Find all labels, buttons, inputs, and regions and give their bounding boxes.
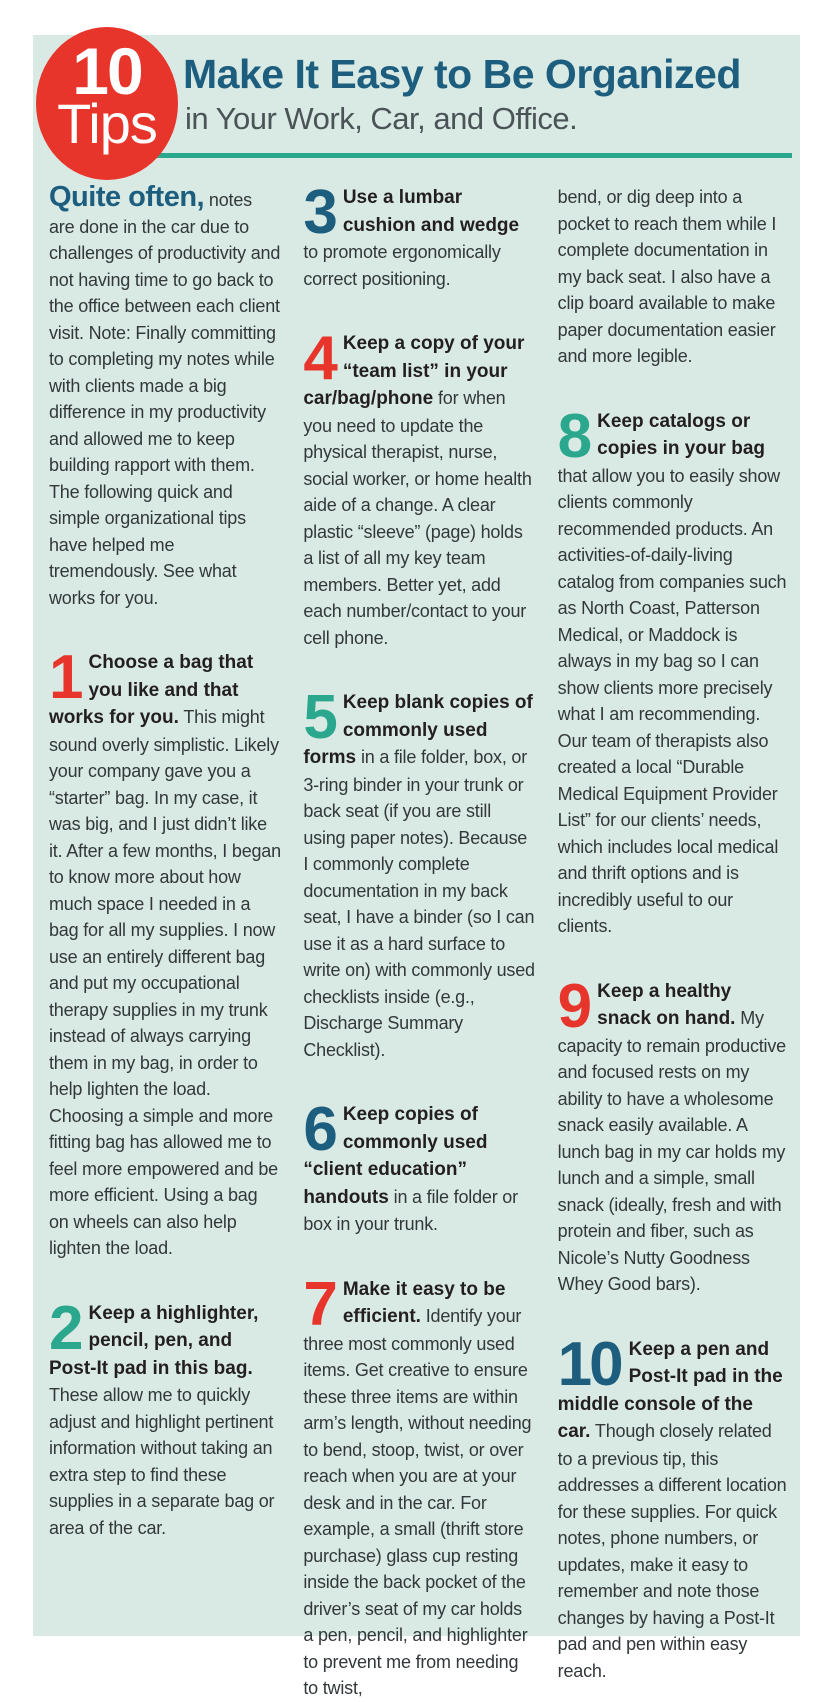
tip-9 xyxy=(558,978,790,1298)
tip-3-number: 3 xyxy=(303,184,335,247)
tip-6-number: 6 xyxy=(303,1101,335,1164)
tip-10 xyxy=(558,1336,790,1685)
intro-paragraph xyxy=(49,181,281,611)
tip-5 xyxy=(303,689,535,1063)
column-3 xyxy=(558,184,790,1702)
tip-4-number: 4 xyxy=(303,330,335,393)
tip-4 xyxy=(303,330,535,651)
intro-lead: Quite often, xyxy=(49,181,205,213)
tip-3-heading: Use a lumbar cushion and wedge xyxy=(342,187,520,236)
tip-1-number: 1 xyxy=(49,649,81,712)
tip-7-continuation: bend, or dig deep into a pocket to reach them while I complete documentation in my back seat. I also have a clip board available to make paper documentation easier and more legible. xyxy=(557,187,777,366)
tip-3-body: to promote ergonomically correct positioning. xyxy=(303,242,501,289)
tip-5-number: 5 xyxy=(303,689,335,752)
tip-9-number: 9 xyxy=(557,977,590,1041)
tip-10-body: Though closely related to a previous tip, this addresses a different location for these supplies. For quick notes, phone numbers, or updates, make it easy to remember and note those changes by having a Post-It pad and pen within easy reach. xyxy=(557,1421,787,1681)
article-panel xyxy=(33,34,800,1698)
tip-2 xyxy=(49,1300,281,1542)
article-header xyxy=(33,35,800,158)
tip-2-heading: Keep a highlighter, pencil, pen, and Post-It pad in this bag. xyxy=(49,1302,259,1379)
tip-1-heading: Choose a bag that you like and that works for you. xyxy=(49,652,254,728)
tip-1-body: This might sound overly simplistic. Likely your company gave you a “starter” bag. In my case, it was big, and I just didn’t like it. After a few months, I began to know more about how much space I needed in a bag for all my supplies. I now use an entirely different bag and put my occupational therapy supplies in my trunk instead of always carrying them in my bag, in order to help lighten the load. Choosing a simple and more fitting bag has allowed me to feel more empowered and be more efficient. Using a bag on wheels can also help lighten the load. xyxy=(49,707,281,1258)
tip-8-body: that allow you to easily show clients commonly recommended products. An activities-of-daily-living catalog from companies such as North Coast, Patterson Medical, or Maddock is always in my bag so I can show clients more precisely what I am recommending. Our team of therapists also created a local “Durable Medical Equipment Provider List” for our clients’ needs, which includes local medical and thrift options and is incredibly useful to our clients. xyxy=(557,465,787,936)
column-1 xyxy=(49,181,281,1702)
tip-4-body: for when you need to update the physical therapist, nurse, social worker, or home health aide of a change. A clear plastic “sleeve” (page) holds a list of all my key team members. Better yet, add each number/contact to your cell phone. xyxy=(303,388,532,648)
tip-6-heading: Keep copies of commonly used “client education” handouts xyxy=(303,1104,488,1208)
tip-7-body: Identify your three most commonly used items. Get creative to ensure these three items are within arm’s length, without needing to bend, stoop, twist, or over reach when you are at your desk and in the car. For example, a small (thrift store purchase) glass cup resting inside the back pocket of the driver’s seat of my car holds a pen, pencil, and highlighter to prevent me from needing to twist, xyxy=(303,1306,532,1698)
tip-4-heading: Keep a copy of your “team list” in your car/bag/phone xyxy=(303,333,525,409)
column-2 xyxy=(303,184,535,1702)
tip-10-heading: Keep a pen and Post-It pad in the middle console of the car. xyxy=(557,1338,783,1442)
tip-3 xyxy=(303,184,535,292)
tip-6-body: in a file folder or box in your trunk. xyxy=(303,1186,518,1234)
tip-2-number: 2 xyxy=(49,1299,81,1363)
tip-5-heading: Keep blank copies of commonly used forms xyxy=(303,692,533,768)
tip-7 xyxy=(303,1276,535,1702)
tip-8-heading: Keep catalogs or copies in your bag xyxy=(597,410,766,459)
tip-10-number: 10 xyxy=(557,1335,621,1399)
intro-text: notes are done in the car due to challenges of productivity and not having time to go back to the office between each client visit. Note: Finally committing to completing my notes while with clients made a big difference in my productivity and allowed me to keep building rapport with them. The following quick and simple organizational tips have helped me tremendously. See what works for you. xyxy=(49,190,281,608)
badge-label: Tips xyxy=(57,92,157,155)
tip-7-heading: Make it easy to be efficient. xyxy=(342,1278,506,1327)
article-columns xyxy=(33,158,800,1702)
tip-5-body: in a file folder, box, or 3-ring binder in your trunk or back seat (if you are still using paper notes). Because I commonly complete documentation in my back seat, I have a binder (so I can use it as a hard surface to write on) with commonly used checklists inside (e.g., Discharge Summary Checklist). xyxy=(303,747,535,1060)
article-title: Make It Easy to Be Organized xyxy=(183,51,741,97)
tip-1 xyxy=(49,649,281,1262)
header-divider-rule xyxy=(113,153,792,158)
tip-8-number: 8 xyxy=(557,407,590,471)
badge-number: 10 xyxy=(72,34,142,108)
tip-9-body: My capacity to remain productive and focused rests on my ability to have a wholesome snack easily available. A lunch bag in my car holds my lunch and a simple, small snack (ideally, fresh and with protein and fiber, such as Nicole’s Nutty Goodness Whey Good bars). xyxy=(557,1008,786,1294)
tip-6 xyxy=(303,1101,535,1238)
tip-2-body: These allow me to quickly adjust and highlight pertinent information without taking an extra step to find these supplies in a separate bag or area of the car. xyxy=(49,1385,275,1538)
tip-9-heading: Keep a healthy snack on hand. xyxy=(597,980,736,1029)
article-subtitle: in Your Work, Car, and Office. xyxy=(185,101,578,136)
tip-8 xyxy=(558,408,790,940)
tip-7-number: 7 xyxy=(303,1275,335,1339)
tips-count-badge xyxy=(36,27,178,180)
